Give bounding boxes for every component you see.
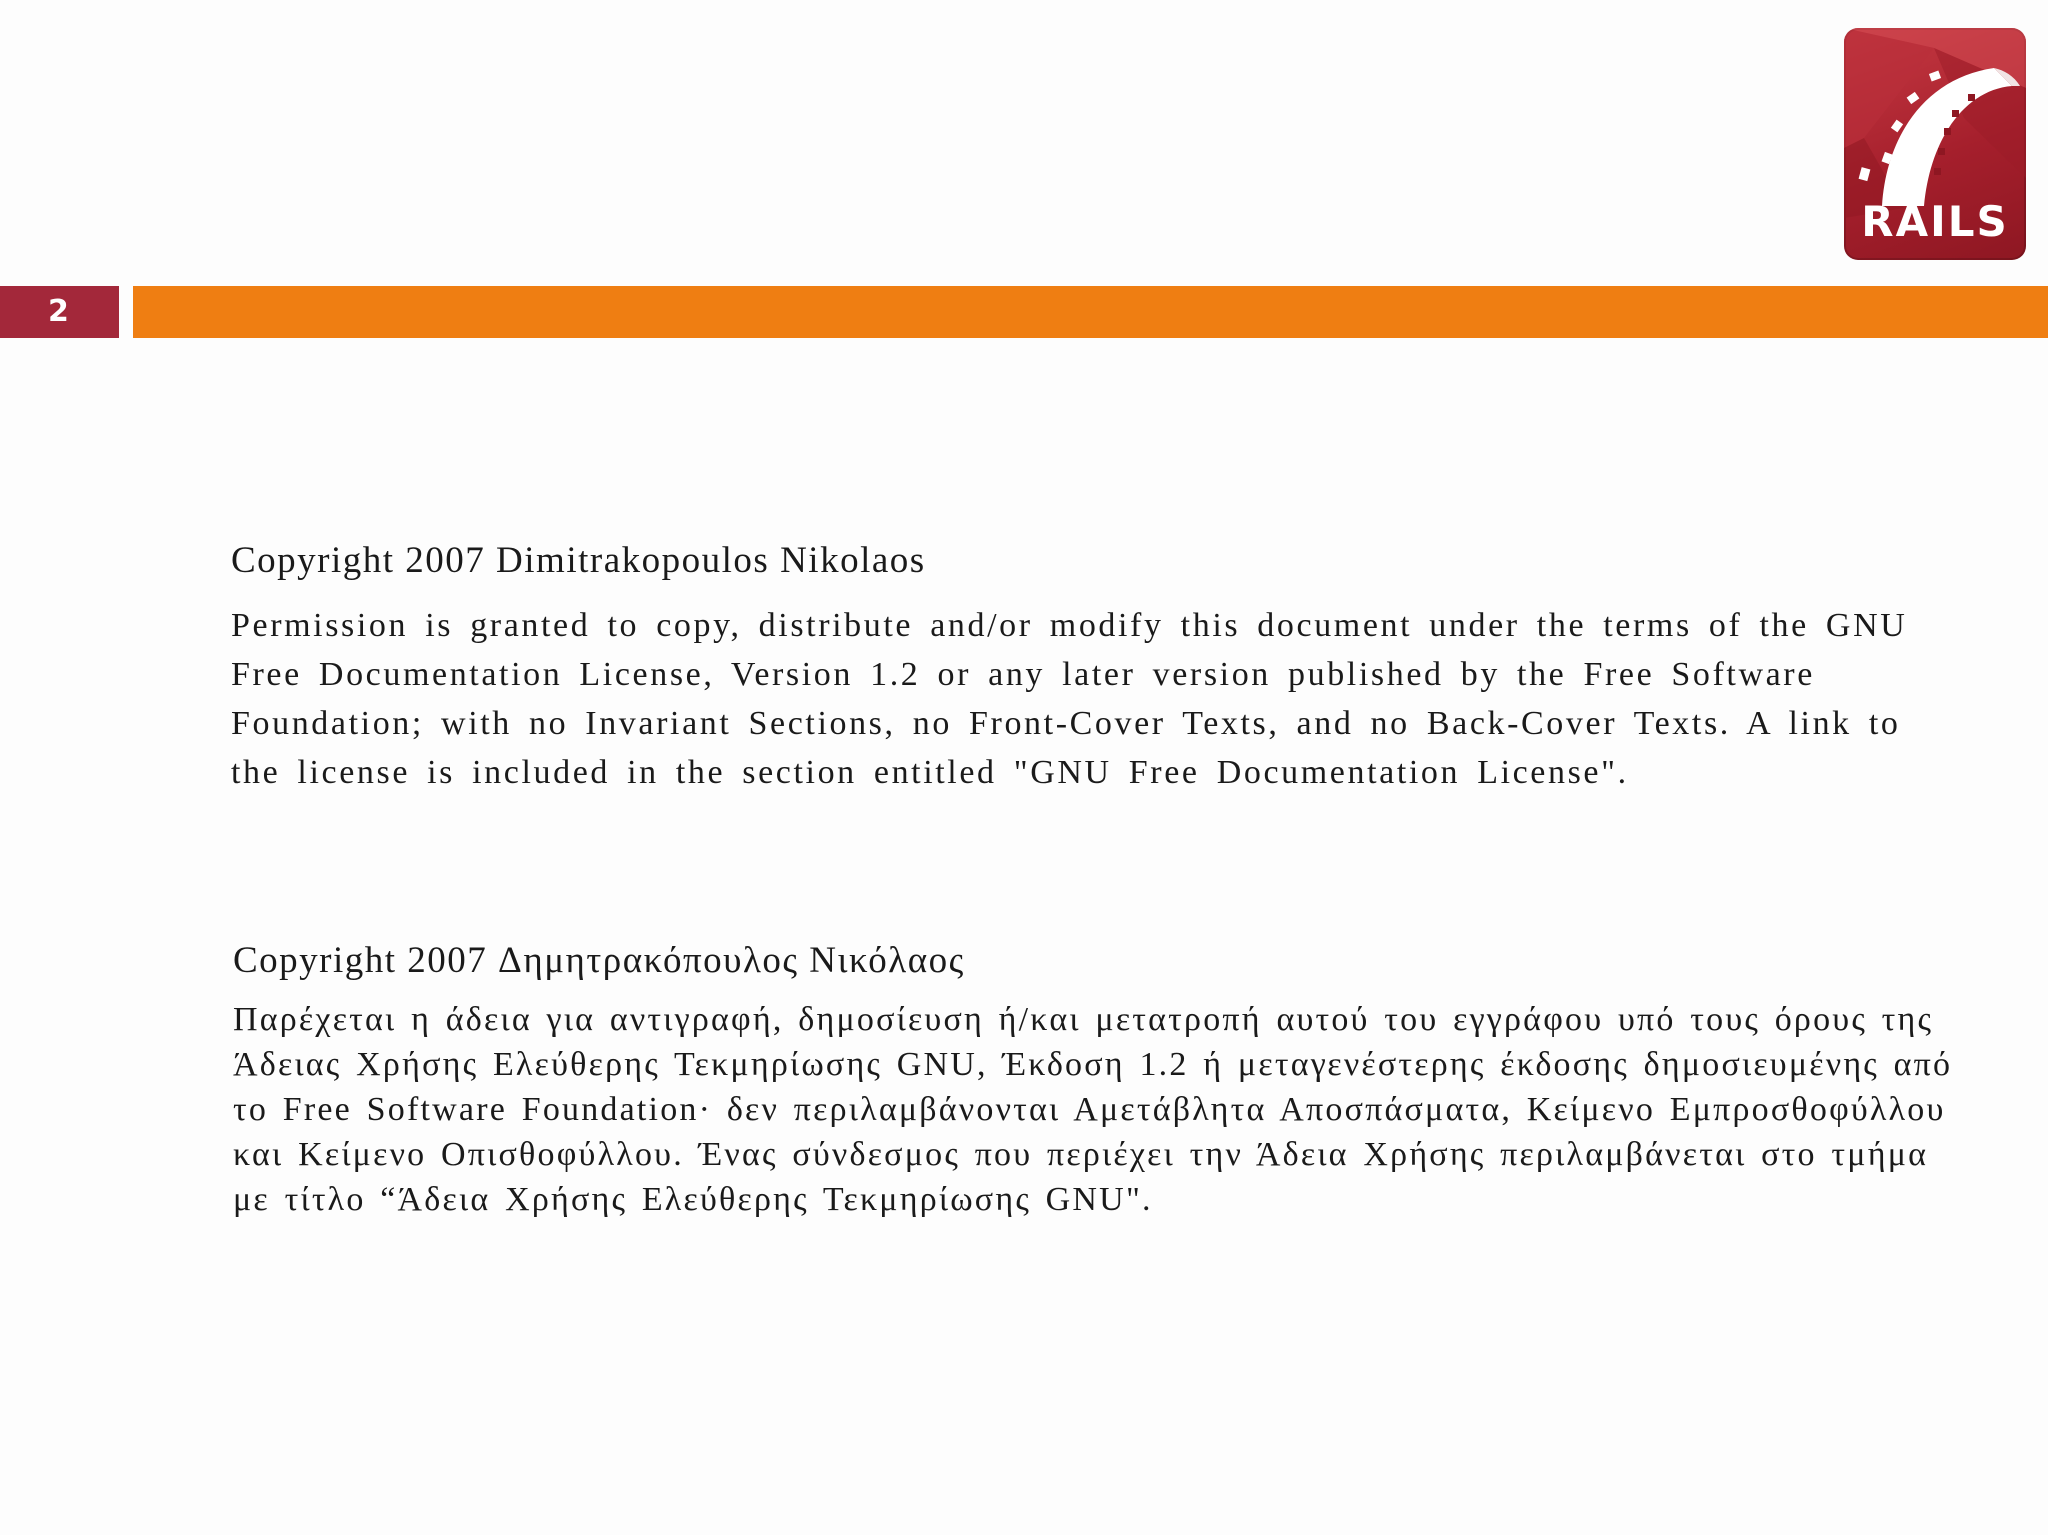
greek-copyright: Copyright 2007 Δημητρακόπουλος Νικόλαος (233, 940, 965, 981)
greek-license-text: Παρέχεται η άδεια για αντιγραφή, δημοσίευση ή/και μετατροπή αυτού του εγγράφου υπό τους όρους της Άδειας Χρήσης Ελεύθερης Τεκμηρίωσης GNU, Έκδοση 1.2 ή μεταγενέστερης έκδοσης δημοσιευμένης από το Free Software Foundation· δεν περιλαμβάνονται Αμετάβλητα Αποσπάσματα, Κείμενο Εμπροσθοφύλλου και Κείμενο Οπισθοφύλλου. Ένας σύνδεσμος που περιέχει την Άδεια Χρήσης περιλαμβάνεται στο τμήμα με τίτλο “Άδεια Χρήσης Ελεύθερης Τεκμηρίωσης GNU". (233, 1001, 1953, 1218)
english-license-text: Permission is granted to copy, distribute and/or modify this document under the terms of the GNU Free Documentation License, Version 1.2 or any later version published by the Free Software Foundation; with no Invariant Sections, no Front-Cover Texts, and no Back-Cover Texts. A link to the license is included in the section entitled "GNU Free Documentation License". (231, 607, 1908, 791)
greek-license-block (233, 935, 1973, 1222)
page-number: 2 (0, 286, 119, 338)
logo-text: RAILS (1861, 197, 2009, 246)
header-bar (133, 286, 2048, 338)
rails-logo (1844, 28, 2026, 260)
english-copyright: Copyright 2007 Dimitrakopoulos Nikolaos (231, 540, 926, 581)
english-license-block (231, 535, 1931, 797)
